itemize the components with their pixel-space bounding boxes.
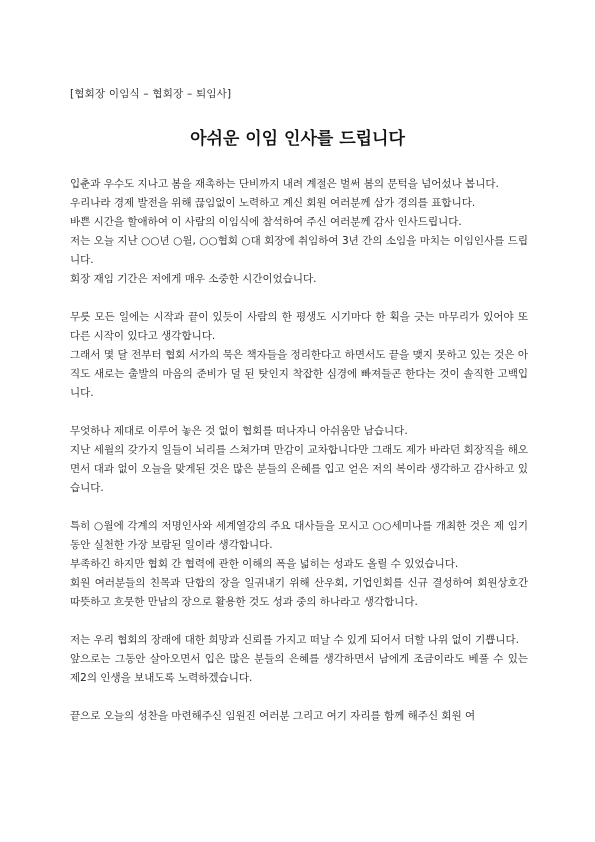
sentence: 무엇하나 제대로 이루어 놓은 것 없이 협회를 떠나자니 아쉬움만 남습니다. <box>70 425 408 437</box>
sentence: 부족하긴 하지만 협회 간 협력에 관한 이해의 폭을 넓히는 성과도 올릴 수 있었습니다. <box>70 558 459 570</box>
sentence: 그래서 몇 달 전부터 협회 서가의 묵은 책자들을 정리한다고 하면서도 끝을 맺지 못하고 있는 것은 아직도 새로는 출발의 마음의 준비가 덜 된 탓인지 착잡한 심경에 빠져들곤 한다는 것이 솔직한 고백입니다. <box>70 349 528 399</box>
sentence: 입춘과 우수도 지나고 봄을 재촉하는 단비까지 내려 계절은 벌써 봄의 문턱을 넘어섰나 봅니다. <box>70 178 499 190</box>
sentence: 저는 오늘 지난 ○○년 ○월, ○○협회 ○대 회장에 취임하여 3년 간의 소임을 마치는 이임인사를 드립니다. <box>70 235 528 266</box>
paragraph <box>70 631 528 688</box>
paragraph <box>70 422 528 498</box>
sentence: 저는 우리 협회의 장래에 대한 희망과 신뢰를 가지고 떠날 수 있게 되어서 더할 나위 없이 기쁩니다. <box>70 634 519 646</box>
document-title: 아쉬운 이임 인사를 드립니다 <box>190 129 405 149</box>
paragraph <box>70 175 528 289</box>
sentence: 우리나라 경제 발전을 위해 끊임없이 노력하고 계신 회원 여러분께 삼가 경의를 표합니다. <box>70 197 476 209</box>
sentence: 회원 여러분들의 친목과 단합의 장을 일궈내기 위해 산우회, 기업인회를 신규 결성하여 회원상호간 따뜻하고 흐뭇한 만남의 장으로 활용한 것도 성과 중의 하나라고 생각합니다. <box>70 577 528 608</box>
sentence: 바쁜 시간을 할애하여 이 사람의 이임식에 참석하여 주신 여러분께 감사 인사드립니다. <box>70 216 462 228</box>
sentence: 앞으로는 그동안 살아오면서 입은 많은 분들의 은혜를 생각하면서 남에게 조금이라도 베풀 수 있는 제2의 인생을 보내도록 노력하겠습니다. <box>70 653 528 684</box>
sentence: 끝으로 오늘의 성찬을 마련해주신 임원진 여러분 그리고 여기 자리를 함께 해주신 회원 여 <box>70 710 476 722</box>
document-body <box>70 175 528 726</box>
paragraph <box>70 517 528 612</box>
sentence: 지난 세월의 갖가지 일들이 뇌리를 스쳐가며 만감이 교차합니다만 그래도 제가 바라던 회장직을 해오면서 대과 없이 오늘을 맞게된 것은 많은 분들의 은혜를 입고 얻은 저의 복이라 생각하고 감사하고 있습니다. <box>70 444 528 494</box>
paragraph <box>70 707 528 726</box>
sentence: 특히 ○월에 각계의 저명인사와 세계열강의 주요 대사들을 모시고 ○○세미나를 개최한 것은 제 임기 동안 실천한 가장 보람된 일이라 생각합니다. <box>70 520 528 551</box>
sentence: 무릇 모든 일에는 시작과 끝이 있듯이 사람의 한 평생도 시기마다 한 획을 긋는 마무리가 있어야 또 다른 시작이 있다고 생각합니다. <box>70 311 528 342</box>
document-category-tag: [협회장 이임식 – 협회장 – 퇴임사] <box>70 88 232 100</box>
sentence: 회장 재임 기간은 저에게 매우 소중한 시간이었습니다. <box>70 273 317 285</box>
paragraph <box>70 308 528 403</box>
